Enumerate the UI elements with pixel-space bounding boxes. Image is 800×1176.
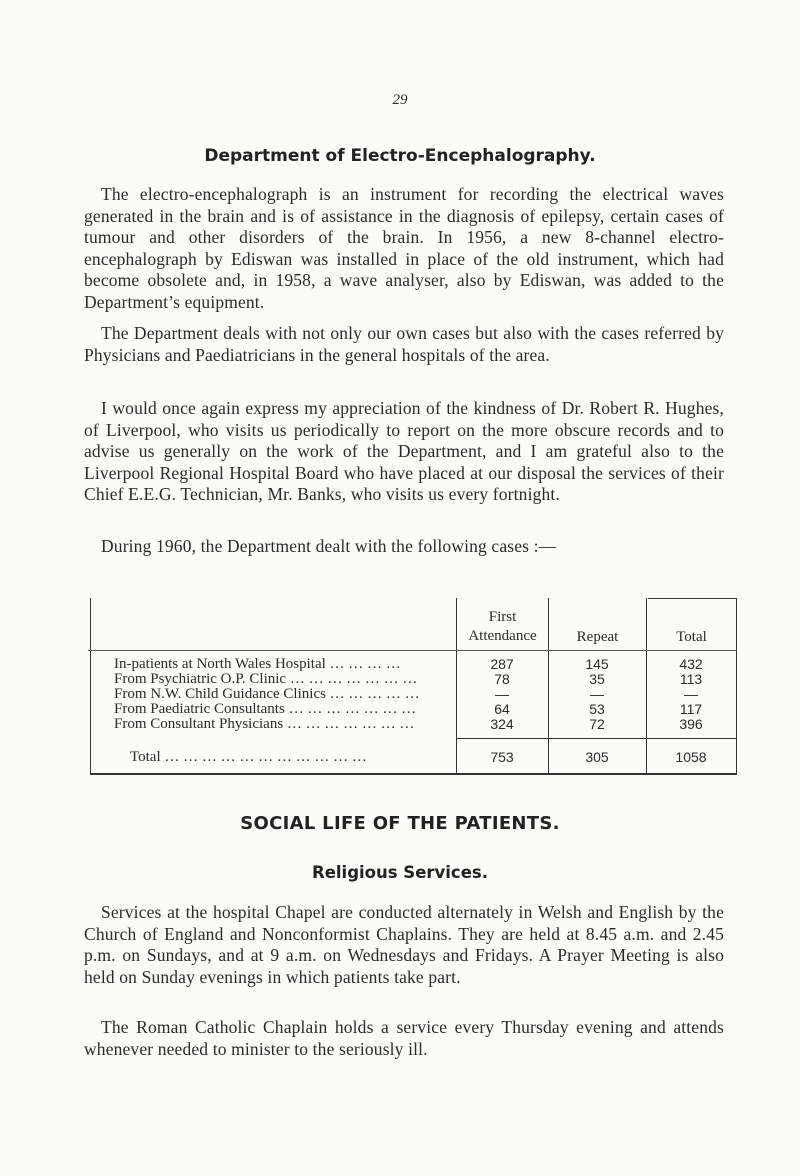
- header-total: Total: [676, 629, 707, 645]
- cell-repeat: —: [590, 686, 604, 702]
- cases-table: [88, 598, 737, 774]
- header-first-attendance: First Attendance: [468, 609, 537, 644]
- section-title-eeg: Department of Electro-Encephalography.: [204, 146, 596, 166]
- total-first: 753: [490, 749, 514, 765]
- cell-first: 64: [494, 701, 510, 717]
- table-divider: [548, 598, 549, 774]
- cell-repeat: 35: [589, 671, 605, 687]
- section-title-social-life: SOCIAL LIFE OF THE PATIENTS.: [240, 813, 560, 834]
- paragraph-catholic-chaplain: The Roman Catholic Chaplain holds a service every Thursday evening and attends whenever needed to minister to the seriously ill.: [84, 1017, 724, 1059]
- cell-total: 396: [679, 716, 703, 732]
- row-label: From Psychiatric O.P. Clinic … … … … … … …: [114, 671, 418, 687]
- cell-first: 324: [490, 716, 514, 732]
- table-right-border: [736, 598, 737, 774]
- paragraph-eeg-cases: The Department deals with not only our own cases but also with the cases referred by Physicians and Paediatricians in the general hospitals of the area.: [84, 323, 724, 365]
- subsection-title-religious: Religious Services.: [311, 863, 488, 882]
- cell-first: —: [495, 686, 509, 702]
- row-label: From Consultant Physicians … … … … … … …: [114, 716, 415, 732]
- cell-first: 287: [490, 656, 514, 672]
- total-repeat: 305: [585, 749, 609, 765]
- header-repeat: Repeat: [576, 629, 619, 645]
- total-total: 1058: [675, 749, 707, 765]
- cell-repeat: 145: [585, 656, 609, 672]
- page-number: 29: [392, 92, 408, 108]
- cell-total: 117: [679, 701, 703, 717]
- paragraph-services: Services at the hospital Chapel are conducted alternately in Welsh and English by the Church of England and Nonconformist Chaplains. They are held at 8.45 a.m. and 2.45 p.m. on Sundays, and at 9 a.m. on Wednesdays and Fridays. A Prayer Meeting is also held on Sunday evenings in which patients take part.: [84, 902, 724, 987]
- paragraph-eeg-table-intro: During 1960, the Department dealt with the following cases :—: [101, 536, 557, 556]
- cell-total: 432: [679, 656, 703, 672]
- cell-repeat: 53: [589, 701, 605, 717]
- paragraph-eeg-appreciation: I would once again express my appreciation of the kindness of Dr. Robert R. Hughes, of Liverpool, who visits us periodically to report on the more obscure records and to advise us generally on the work of the Department, and I am grateful also to the Liverpool Regional Hospital Board who have placed at our disposal the services of their Chief E.E.G. Technician, Mr. Banks, who visits us every fortnight.: [84, 398, 724, 504]
- table-header-rule: [88, 650, 737, 651]
- cell-repeat: 72: [589, 716, 605, 732]
- row-label: From N.W. Child Guidance Clinics … … … … …: [114, 686, 420, 702]
- table-left-border: [90, 598, 91, 774]
- cell-first: 78: [494, 671, 510, 687]
- row-label: From Paediatric Consultants … … … … … … …: [114, 701, 417, 717]
- total-label: Total … … … … … … … … … … …: [130, 749, 367, 765]
- paragraph-eeg-intro: The electro-encephalograph is an instrument for recording the electrical waves generated in the brain and is of assistance in the diagnosis of epilepsy, certain cases of tumour and other disorders of the brain. In 1956, a new 8-channel electro-encephalograph by Ediswan was installed in place of the old instrument, which had become obsolete and, in 1958, a wave analyser, also by Ediswan, was added to the Department’s equipment.: [84, 184, 724, 312]
- cell-total: 113: [679, 671, 703, 687]
- row-label: In-patients at North Wales Hospital … … … …: [114, 656, 401, 672]
- table-bottom-border: [90, 773, 737, 775]
- table-top-border: [648, 598, 737, 599]
- cell-total: —: [684, 686, 698, 702]
- table-total-rule: [456, 738, 737, 739]
